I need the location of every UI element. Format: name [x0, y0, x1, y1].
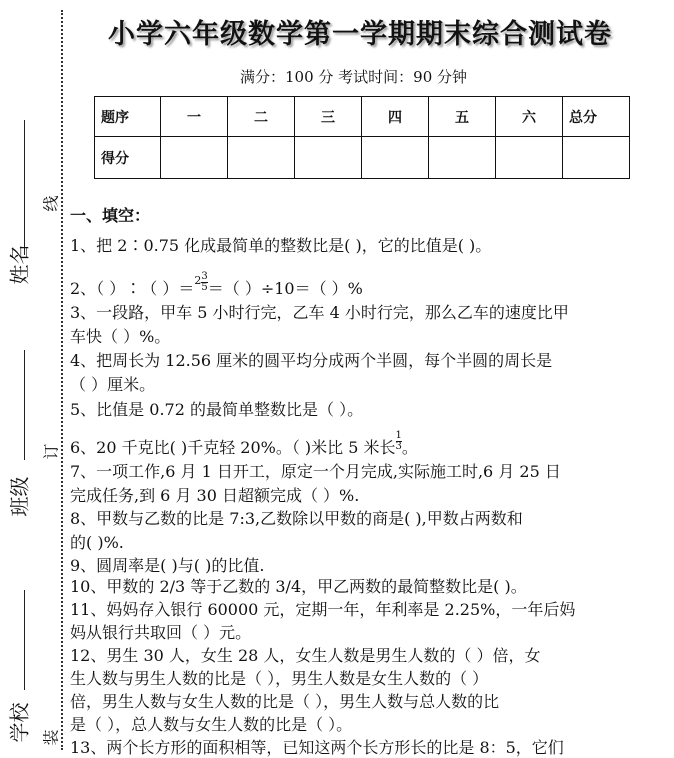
question-line: 5、比值是 0.72 的最简单整数比是（ ）。 [70, 400, 364, 419]
question-line: 8、甲数与乙数的比是 7:3,乙数除以甲数的商是( ),甲数占两数和 [70, 509, 523, 528]
score-table [94, 96, 630, 179]
header-cell: 题序 [95, 97, 161, 137]
q6-after: 。 [401, 438, 418, 457]
bind-char-ding: 订 [41, 443, 61, 460]
header-cell: 三 [295, 97, 362, 137]
name-label: 姓名 [7, 244, 32, 285]
q6-den: 3 [395, 441, 402, 452]
q6-before: 6、20 千克比( )千克轻 20%。（ )米比 5 米长 [70, 438, 396, 457]
question-line: 4、把周长为 12.56 厘米的圆平均分成两个半圆，每个半圆的周长是 [70, 351, 553, 370]
question-line: 车快（ ）%。 [70, 327, 171, 346]
header-cell: 二 [228, 97, 295, 137]
header-cell: 五 [429, 97, 496, 137]
q2-num: 3 [201, 271, 208, 282]
question-line: 是（ ），总人数与女生人数的比是（ ）。 [70, 715, 353, 734]
q6-fraction [396, 431, 402, 452]
question-line: 的( )%. [70, 533, 124, 552]
class-blank-line [24, 350, 25, 460]
q6-num: 1 [395, 430, 402, 441]
q2-before: 2、（ ）∶（ ）＝ [70, 279, 195, 298]
question-2 [70, 271, 363, 299]
q2-fraction [201, 272, 207, 293]
school-label: 学校 [7, 702, 32, 743]
question-line: 妈从银行共取回（ ）元。 [70, 623, 252, 642]
question-line: 完成任务,到 6 月 30 日超额完成（ ）%. [70, 486, 360, 505]
score-cell[interactable] [228, 137, 295, 179]
q2-whole: 2 [194, 274, 202, 287]
score-cell[interactable] [429, 137, 496, 179]
school-blank-line [24, 590, 25, 690]
question-line: 7、一项工作,6 月 1 日开工，原定一个月完成,实际施工时,6 月 25 日 [70, 462, 561, 481]
exam-info: 满分：100 分 考试时间：90 分钟 [240, 68, 468, 86]
q2-den: 5 [201, 282, 208, 293]
name-blank-line [24, 120, 25, 255]
score-row-label: 得分 [95, 137, 161, 179]
score-cell[interactable] [362, 137, 429, 179]
score-cell[interactable] [563, 137, 630, 179]
score-cell[interactable] [496, 137, 563, 179]
q2-after: ＝（ ）÷10＝（ ）% [207, 279, 363, 298]
question-line: 生人数与男生人数的比是（ ），男生人数是女生人数的（ ） [70, 669, 489, 688]
bind-char-zhuang: 装 [41, 729, 61, 746]
question-line: 9、圆周率是( )与( )的比值. [70, 556, 265, 575]
question-line: 12、男生 30 人，女生 28 人，女生人数是男生人数的（ ）倍，女 [70, 646, 541, 665]
question-line: 倍，男生人数与女生人数的比是（ ），男生人数与总人数的比 [70, 692, 500, 711]
question-line: 3、一段路，甲车 5 小时行完，乙车 4 小时行完，那么乙车的速度比甲 [70, 303, 569, 322]
binding-dotted-line [61, 10, 63, 750]
score-cell[interactable] [295, 137, 362, 179]
header-cell: 六 [496, 97, 563, 137]
question-line: 1、把 2∶0.75 化成最简单的整数比是( )，它的比值是( )。 [70, 236, 492, 255]
question-6 [70, 430, 418, 458]
class-label: 班级 [7, 476, 32, 517]
bind-char-line: 线 [41, 195, 61, 212]
question-line: 10、甲数的 2/3 等于乙数的 3/4，甲乙两数的最简整数比是( )。 [70, 577, 527, 596]
score-cell[interactable] [161, 137, 228, 179]
header-cell: 四 [362, 97, 429, 137]
header-cell: 总分 [563, 97, 630, 137]
question-line: 11、妈妈存入银行 60000 元，定期一年，年利率是 2.25%，一年后妈 [70, 600, 576, 619]
section-title: 一、填空： [70, 206, 151, 225]
header-cell: 一 [161, 97, 228, 137]
question-line: 13、两个长方形的面积相等，已知这两个长方形长的比是 8：5，它们 [70, 738, 564, 757]
question-line: （ ）厘米。 [70, 375, 156, 394]
page-title: 小学六年级数学第一学期期末综合测试卷 [108, 19, 612, 50]
